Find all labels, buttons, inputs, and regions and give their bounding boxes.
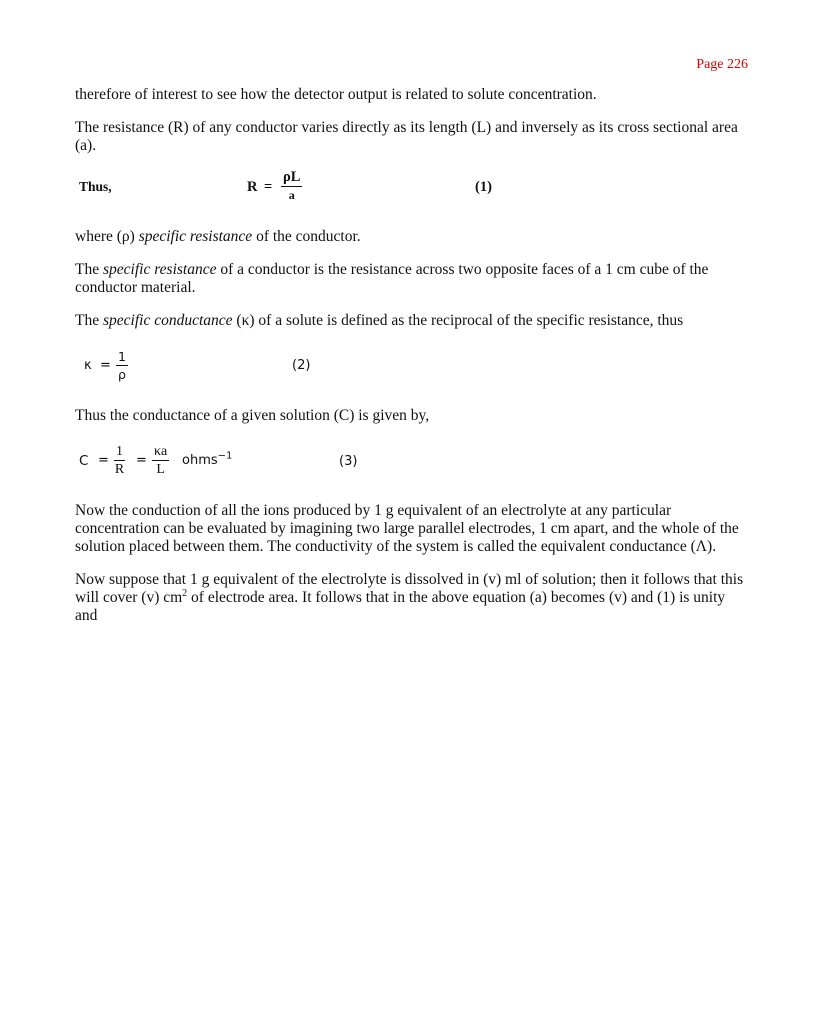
equation-3-denominator-2: L [156,462,165,477]
equation-1-equals: = [264,179,273,195]
equation-2-equals: = [100,358,111,373]
paragraph-electrolyte-text: Now suppose that 1 g equivalent of the electrolyte is dissolved in (v) ml of solution; then it follows that this will cover (v) cm [75,571,744,606]
equation-3-equals-1: = [98,453,109,468]
paragraph-specific-conductance-text: (κ) of a solute is defined as the reciprocal of the specific resistance, thus [232,312,684,329]
paragraph-specific-resistance-text: of a conductor is the resistance across two opposite faces of a 1 cm cube of the conductor material. [75,261,709,296]
equation-3-lhs: C [79,453,89,469]
paragraph-where [75,228,745,246]
equation-2-denominator: ρ [118,367,126,382]
term-specific-resistance-2: specific resistance [102,261,217,278]
equation-1 [75,170,745,210]
equation-2-numerator: 1 [118,349,126,364]
equation-1-numerator: ρL [283,169,301,185]
equation-3-denominator-1: R [114,462,125,477]
paragraph-electrolyte [75,571,745,625]
paragraph-specific-resistance-lead: The [75,261,103,278]
equation-3-numerator-1: 1 [116,444,123,459]
document-body [75,86,745,640]
equation-3-fraction-2 [152,444,169,477]
paragraph-specific-resistance [75,261,745,297]
paragraph-specific-conductance [75,312,745,330]
page-number: Page 226 [696,57,748,72]
equation-2 [75,345,745,389]
equation-2-label: (2) [292,358,311,373]
equation-1-label: (1) [475,179,492,195]
term-specific-resistance: specific resistance [138,228,253,245]
paragraph-conductance: Thus the conductance of a given solution (C) is given by, [75,407,430,424]
equation-3-equals-2: = [136,453,147,468]
equation-3-unit [182,452,232,470]
equation-3-unit-text: ohms [182,453,218,468]
paragraph-where-tail: of the conductor. [252,228,361,245]
equation-3-label: (3) [339,454,358,469]
superscript-2: 2 [182,587,188,599]
equation-2-fraction [116,349,128,382]
equation-1-denominator: a [288,188,295,202]
equation-1-lhs: R [247,179,258,195]
equation-3-unit-exponent: −1 [217,450,233,462]
term-specific-conductance: specific conductance [102,312,233,329]
paragraph-specific-conductance-lead: The [75,312,103,329]
paragraph-equivalent-conductance: Now the conduction of all the ions produced by 1 g equivalent of an electrolyte at any particular concentration can be evaluated by imagining two large parallel electrodes, 1 cm apart, and the whole of the solution placed between them. The conductivity of the system is called the equivalent conductance (Λ). [75,502,739,555]
paragraph-intro: therefore of interest to see how the detector output is related to solute concentration. [75,86,597,103]
equation-1-fraction [281,170,302,203]
equation-1-prefix: Thus, [79,179,112,194]
equation-2-lhs: κ [84,358,92,373]
paragraph-resistance: The resistance (R) of any conductor varies directly as its length (L) and inversely as its cross sectional area (a). [75,119,738,154]
paragraph-where-text: where (ρ) [75,228,139,245]
equation-3-fraction-1 [114,444,125,477]
paragraph-electrolyte-tail: of electrode area. It follows that in the above equation (a) becomes (v) and (1) is unity and [75,589,726,624]
equation-3 [75,440,745,484]
equation-3-numerator-2: κa [154,444,168,459]
